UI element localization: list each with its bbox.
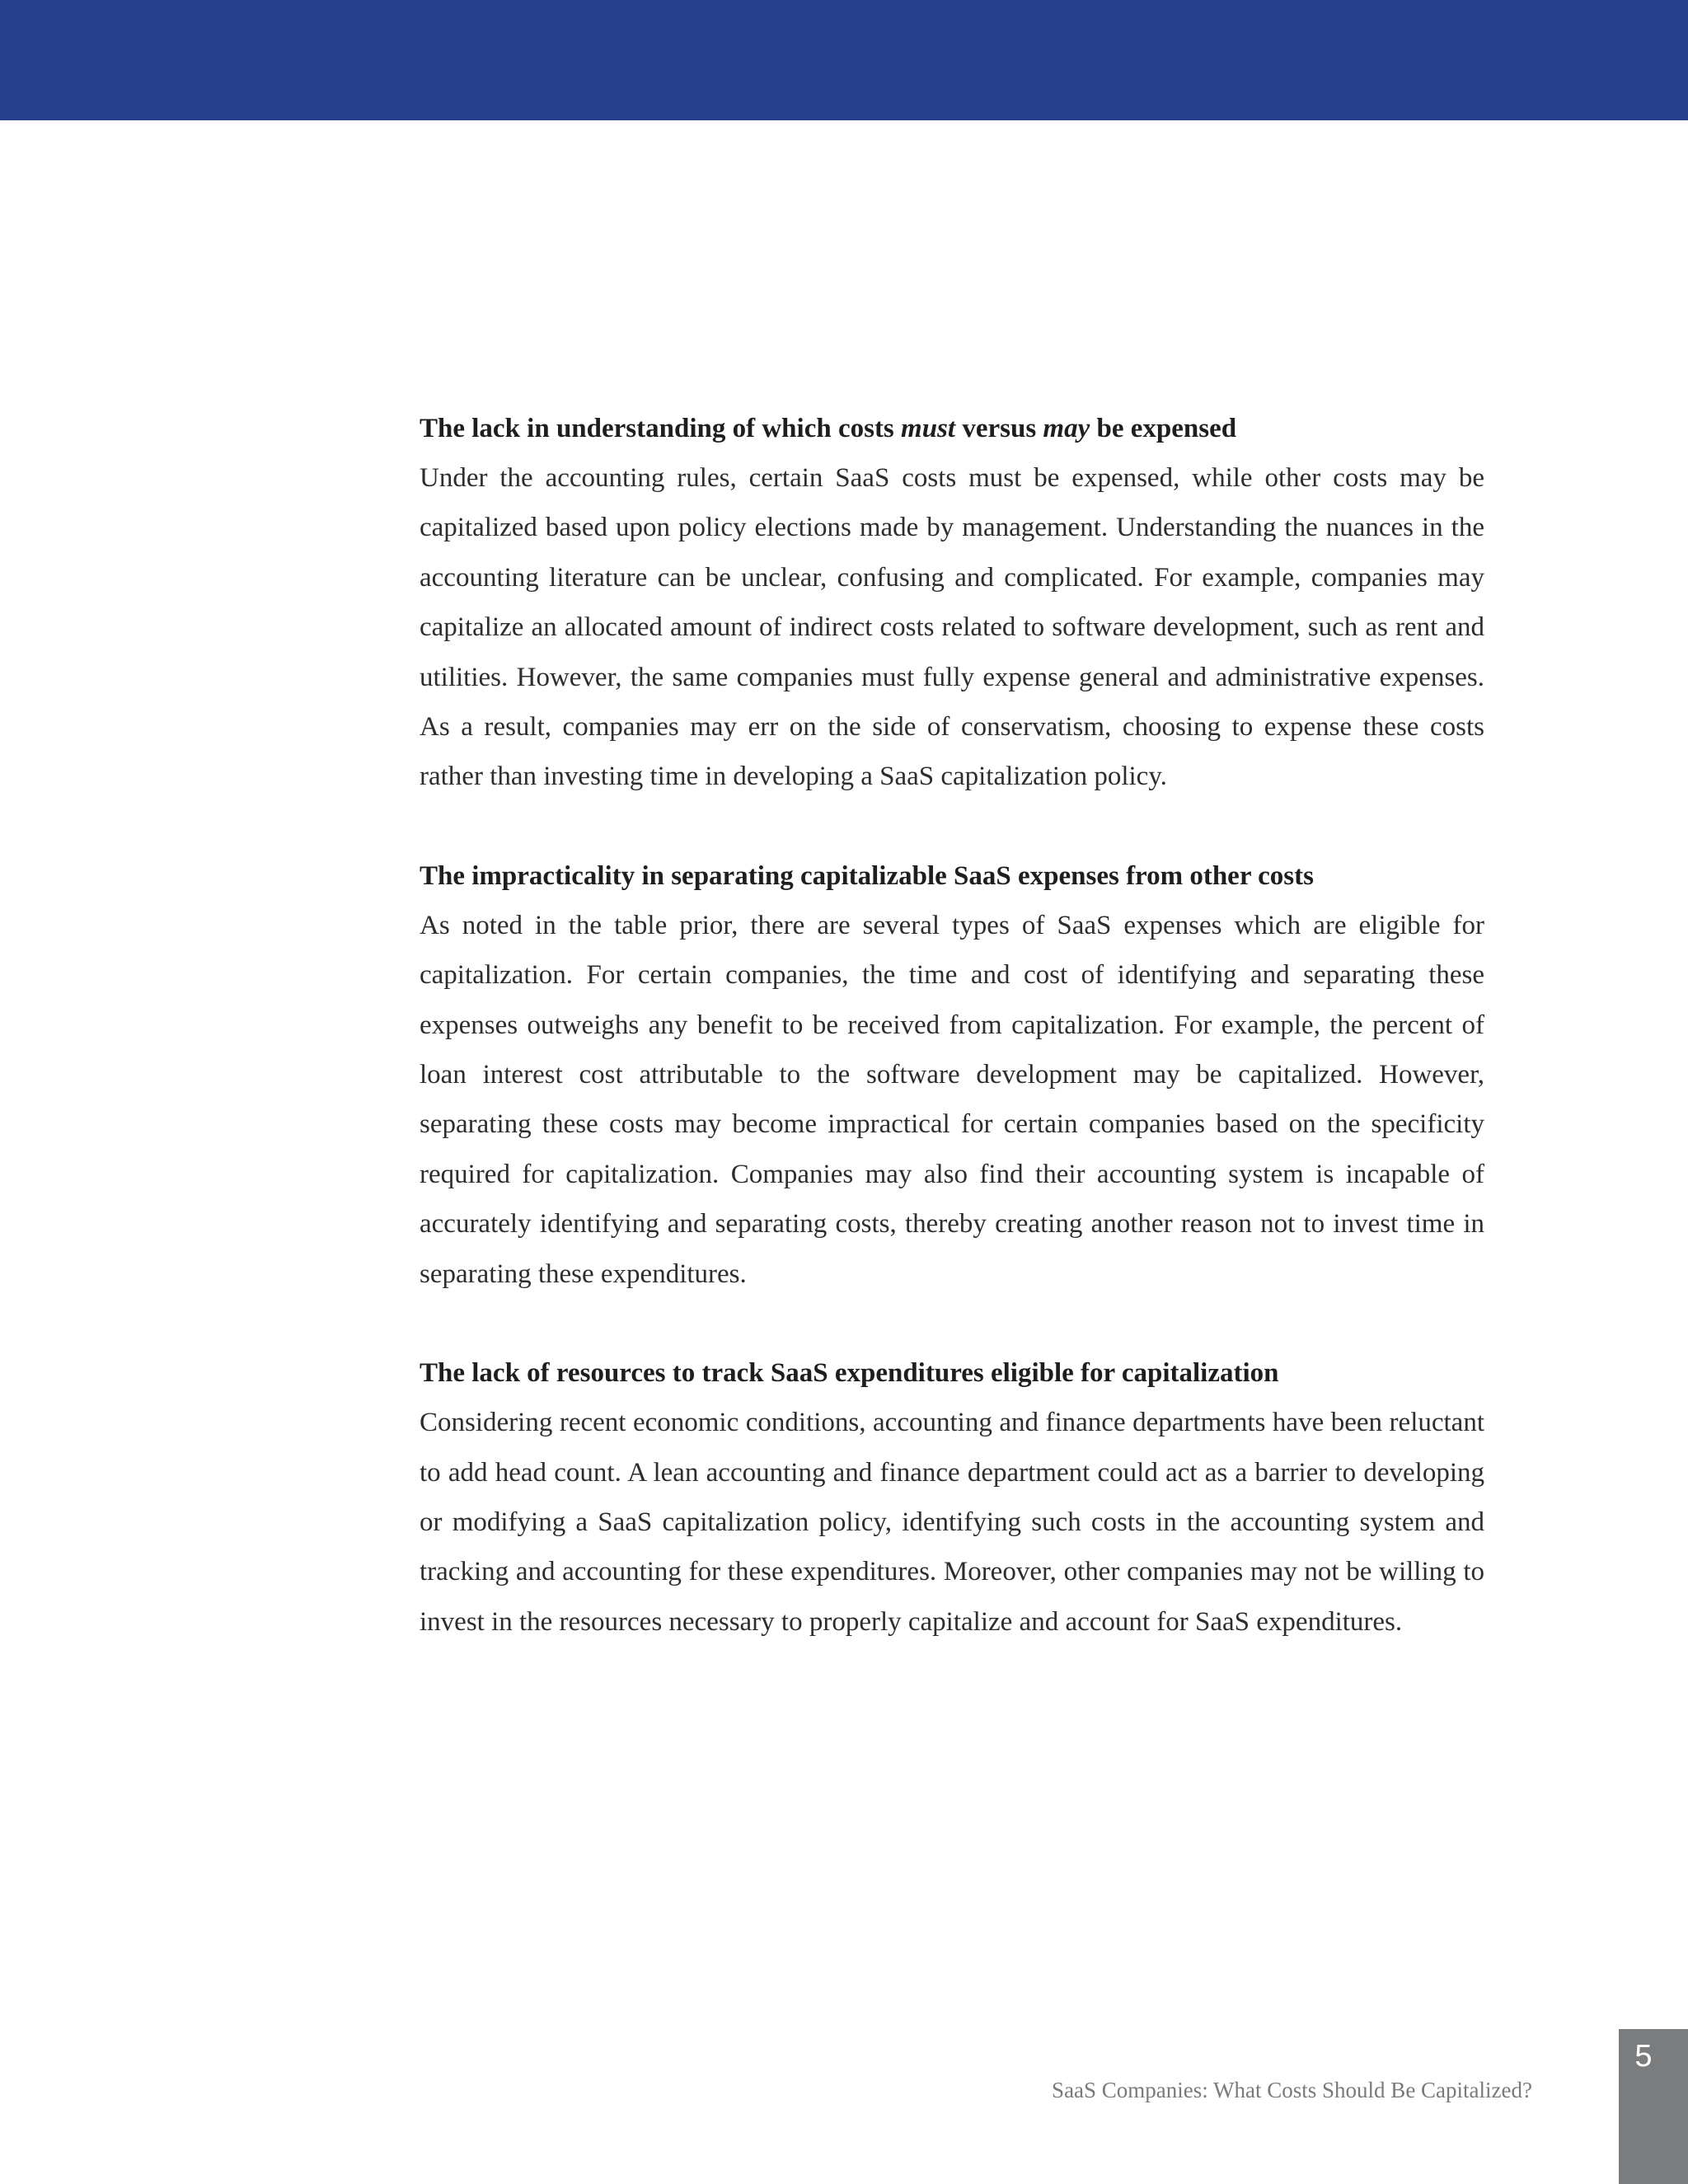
- section-heading: [420, 404, 1484, 453]
- section-paragraph: Under the accounting rules, certain SaaS costs must be expensed, while other costs may be capitalized based upon policy elections made by management. Understanding the nuances in the accounting literature can be unclear, confusing and complicated. For example, companies may capitalize an allocated amount of indirect costs related to software development, such as rent and utilities. However, the same companies must fully expense general and administrative expenses. As a result, companies may err on the side of conservatism, choosing to expense these costs rather than investing time in developing a SaaS capitalization policy.: [420, 463, 1484, 792]
- heading-text: versus: [955, 414, 1043, 443]
- section-paragraph: As noted in the table prior, there are several types of SaaS expenses which are eligible for capitalization. For certain companies, the time and cost of identifying and separating these expenses outweighs any benefit to be received from capitalization. For example, the percent of loan interest cost attributable to the software development may be capitalized. However, separating these costs may become impractical for certain companies based on the specificity required for capitalization. Companies may also find their accounting system is incapable of accurately identifying and separating costs, thereby creating another reason not to invest time in separating these expenditures.: [420, 910, 1484, 1289]
- article-body: [420, 404, 1484, 1696]
- heading-emphasis: may: [1043, 414, 1090, 443]
- heading-text: The lack in understanding of which costs: [420, 414, 902, 443]
- section-lack-of-resources: [420, 1348, 1484, 1647]
- section-heading: The impracticality in separating capitalizable SaaS expenses from other costs: [420, 860, 1314, 891]
- section-paragraph: Considering recent economic conditions, accounting and finance departments have been reluctant to add head count. A lean accounting and finance department could act as a barrier to developing or modifying a SaaS capitalization policy, identifying such costs in the accounting system and tracking and accounting for these expenditures. Moreover, other companies may not be willing to invest in the resources necessary to properly capitalize and account for SaaS expenditures.: [420, 1408, 1484, 1637]
- footer-document-title: SaaS Companies: What Costs Should Be Capitalized?: [1052, 2078, 1532, 2102]
- section-heading: The lack of resources to track SaaS expenditures eligible for capitalization: [420, 1358, 1279, 1389]
- section-must-versus-may: [420, 404, 1484, 802]
- heading-text: be expensed: [1090, 414, 1237, 443]
- section-impracticality: [420, 851, 1484, 1299]
- page-number-tab: [1619, 2029, 1688, 2184]
- heading-emphasis: must: [901, 414, 956, 443]
- page-number: 5: [1634, 2039, 1653, 2074]
- header-color-band: [0, 0, 1688, 120]
